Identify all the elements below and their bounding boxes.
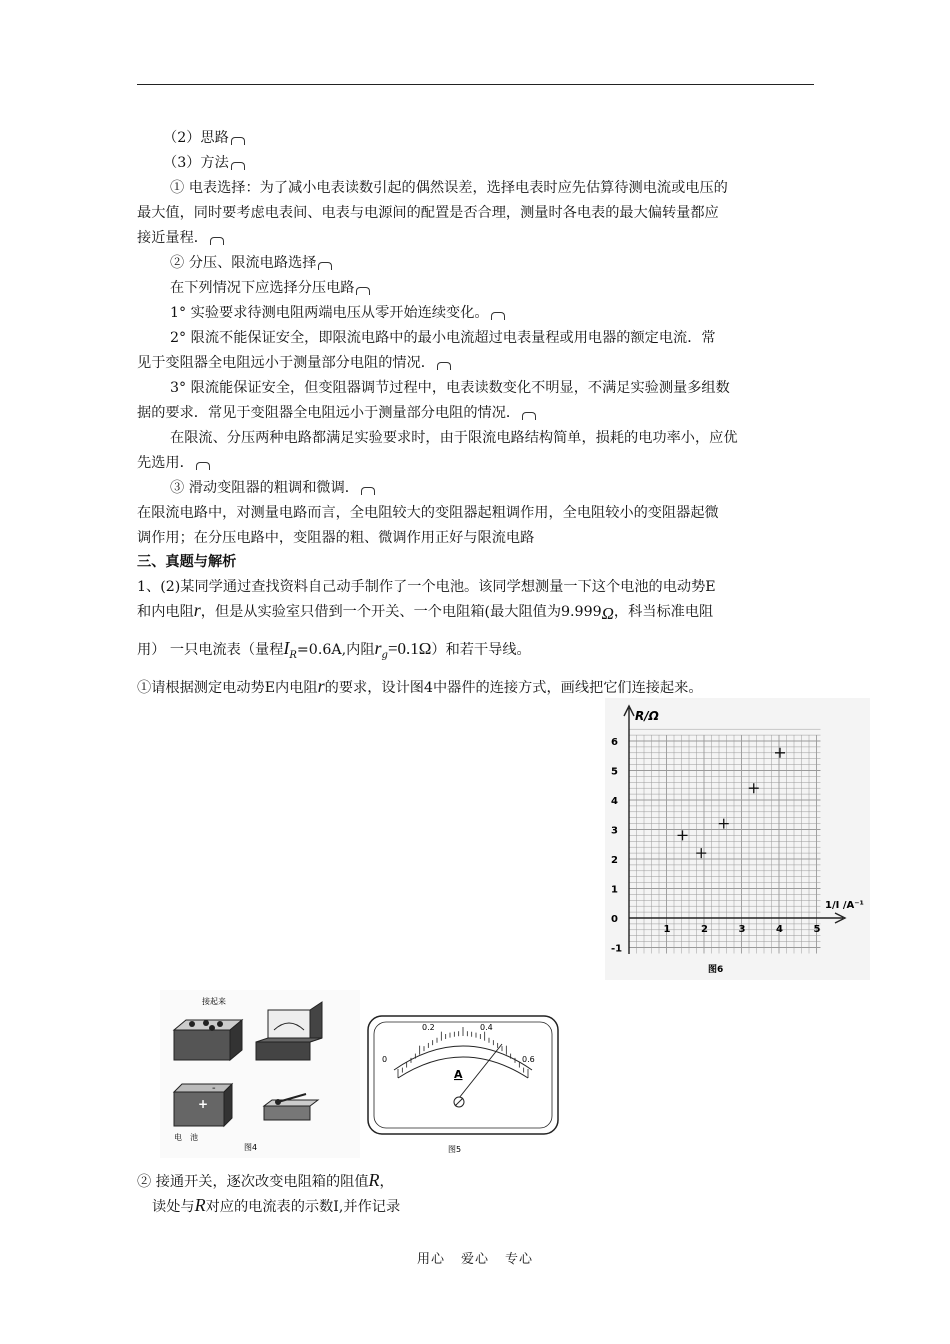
ammeter-symbol: A (454, 1068, 463, 1081)
x-tick-label: 2 (701, 924, 708, 935)
battery-icon (174, 1083, 232, 1126)
y-axis-label: R/Ω (635, 709, 659, 723)
figure-6-chart (605, 698, 870, 980)
question-line: 1、(2)某同学通过查找资料自己动手制作了一个电池。该同学想测量一下这个电池的电动势E (137, 579, 716, 595)
x-tick-label: 1 (663, 924, 671, 935)
text-line: 先选用． (137, 453, 817, 473)
text-line: ① 电表选择：为了减小电表读数引起的偶然误差，选择电表时应先估算待测电流或电压的 (170, 180, 728, 196)
figure-4-equipment (160, 990, 360, 1158)
question-line: 用） 一只电流表（量程$I_R=0.6A$,内阻$r_g=0.1\Omega$）和若干导线。 (137, 638, 531, 661)
header-rule (137, 84, 814, 85)
text-line: 2° 限流不能保证安全，即限流电路中的最小电流超过电表量程或用电器的额定电流．常 (170, 330, 716, 346)
paragraph-mark-icon (522, 412, 536, 420)
dial-tick-label: 0 (382, 1055, 388, 1064)
dial-tick-label: 0.4 (480, 1023, 493, 1032)
question-line: 读处与R对应的电流表的示数I,并作记录 (152, 1195, 401, 1215)
text-line: 接近量程． (137, 228, 817, 248)
footer-text: 用心 (416, 1252, 445, 1267)
y-tick-label: 4 (611, 796, 618, 807)
text-line: ② 分压、限流电路选择 (170, 253, 850, 273)
footer-text: 爱心 (460, 1252, 489, 1267)
svg-text:+: + (198, 1097, 209, 1111)
dial-tick-label: 0.6 (522, 1055, 535, 1064)
x-axis-label: 1/I /A⁻¹ (825, 900, 864, 911)
dial-tick-label: 0.2 (422, 1023, 435, 1032)
figure-4-label: 接起来 (202, 997, 226, 1006)
y-tick-label: 2 (611, 855, 618, 866)
paragraph-mark-icon (210, 237, 224, 245)
paragraph-mark-icon (318, 262, 332, 270)
text-line: ③ 滑动变阻器的粗调和微调． (170, 478, 850, 498)
battery-label: 电 池 (174, 1133, 198, 1142)
x-tick-label: 5 (813, 924, 821, 935)
figure-4-caption: 图4 (244, 1143, 258, 1152)
y-tick-label: 5 (611, 766, 618, 778)
text-line: 见于变阻器全电阻远小于测量部分电阻的情况． (137, 353, 817, 373)
paragraph-mark-icon (196, 462, 210, 470)
text-line: （3）方法 (163, 153, 843, 173)
text-line: 1° 实验要求待测电阻两端电压从零开始连续变化。 (170, 303, 850, 323)
x-tick-label: 3 (738, 924, 746, 935)
paragraph-mark-icon (356, 287, 370, 295)
svg-text:-: - (212, 1083, 216, 1094)
question-line: 和内电阻r，但是从实验室只借到一个开关、一个电阻箱(最大阻值为9.999Ω，科当标准电阻 (137, 600, 714, 623)
text-line: 最大值，同时要考虑电表间、电表与电源间的配置是否合理，测量时各电表的最大偏转量都应 (137, 205, 719, 221)
paragraph-mark-icon (491, 312, 505, 320)
paragraph-mark-icon (231, 162, 245, 170)
text-line: 调作用；在分压电路中，变阻器的粗、微调作用正好与限流电路 (137, 530, 535, 546)
y-tick-label: 3 (611, 825, 618, 837)
y-tick-label: 1 (611, 884, 618, 896)
footer-text: 专心 (505, 1252, 534, 1267)
figure-5-ammeter-dial (362, 1010, 588, 1160)
figure-5-caption: 图5 (448, 1145, 462, 1154)
paragraph-mark-icon (361, 487, 375, 495)
section-heading: 三、真题与解析 (137, 554, 237, 570)
page-footer (0, 1248, 950, 1267)
text-line: 在限流、分压两种电路都满足实验要求时，由于限流电路结构简单，损耗的电功率小，应优 (170, 430, 738, 446)
y-tick-label: -1 (611, 943, 623, 955)
paragraph-mark-icon (437, 362, 451, 370)
y-tick-label: 6 (611, 737, 618, 748)
question-line: ①请根据测定电动势E内电阻r的要求，设计图4中器件的连接方式，画线把它们连接起来。 (137, 676, 703, 696)
y-tick-label: 0 (611, 914, 618, 925)
text-line: 在限流电路中，对测量电路而言，全电阻较大的变阻器起粗调作用，全电阻较小的变阻器起微 (137, 505, 719, 521)
text-line: 3° 限流能保证安全，但变阻器调节过程中，电表读数变化不明显，不满足实验测量多组数 (170, 380, 730, 396)
question-line: ② 接通开关，逐次改变电阻箱的阻值R， (137, 1170, 394, 1190)
text-line: 据的要求．常见于变阻器全电阻远小于测量部分电阻的情况． (137, 403, 817, 423)
text-line: （2）思路 (163, 128, 843, 148)
chart-caption: 图6 (708, 965, 724, 975)
x-tick-label: 4 (776, 924, 783, 935)
text-line: 在下列情况下应选择分压电路 (170, 278, 850, 298)
paragraph-mark-icon (231, 137, 245, 145)
resistance-box-icon (174, 1020, 242, 1060)
